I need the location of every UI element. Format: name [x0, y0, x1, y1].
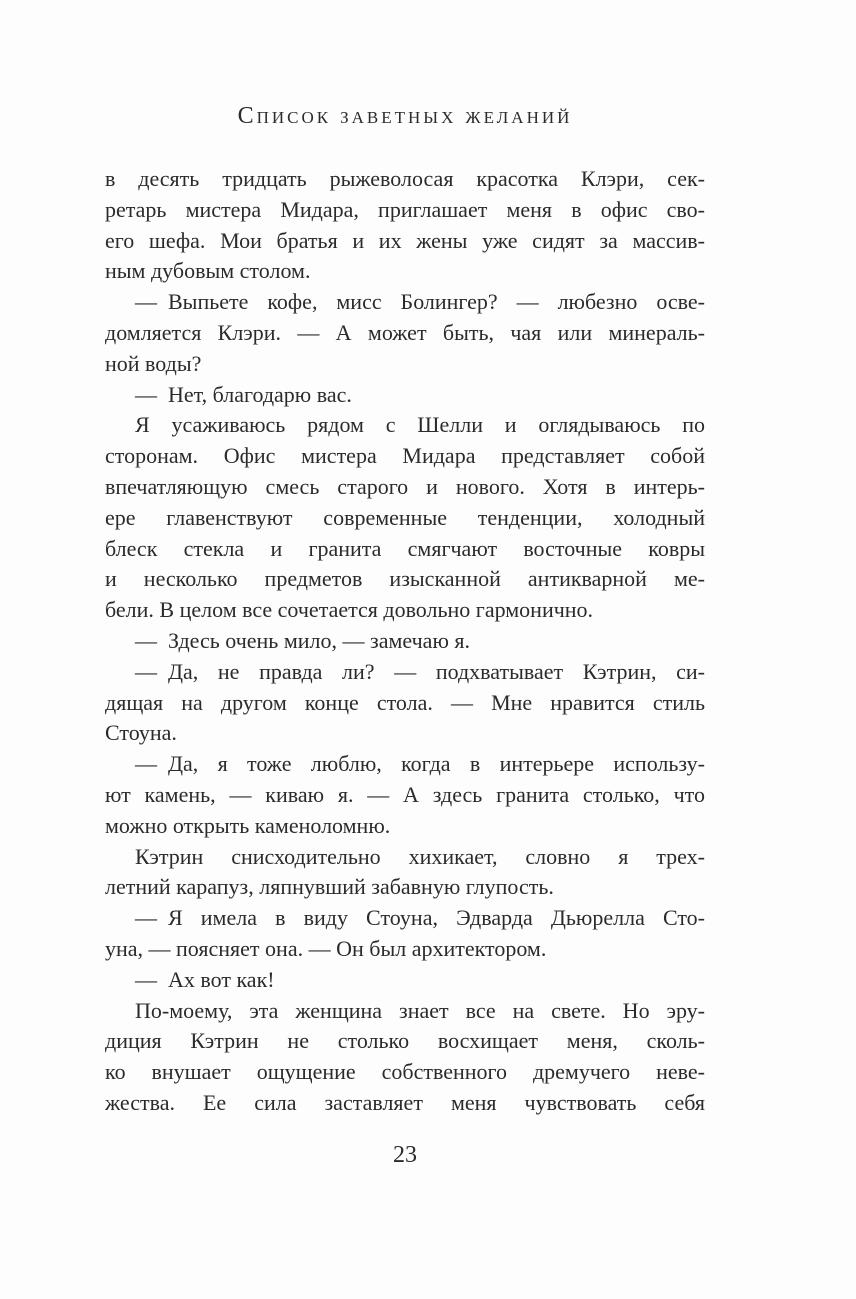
text-line: — Ах вот как! — [135, 966, 275, 992]
text-line: уна, — поясняет она. — Он был архитектором. — [105, 935, 547, 961]
text-line: ко внушает ощущение собственного дремучего неве- — [105, 1059, 705, 1085]
text-line: и несколько предметов изысканной антикварной ме- — [105, 566, 705, 592]
text-line: жества. Ее сила заставляет меня чувствовать себя — [105, 1089, 705, 1115]
text-line: — Нет, благодарю вас. — [135, 381, 352, 407]
text-line: дящая на другом конце стола. — Мне нравится стиль — [105, 689, 705, 715]
text-line: ным дубовым столом. — [105, 258, 311, 284]
paragraph — [105, 657, 705, 749]
text-line: его шефа. Мои братья и их жены уже сидят за массив- — [105, 227, 705, 253]
page-number: 23 — [393, 1142, 417, 1168]
text-line: — Я имела в виду Стоуна, Эдварда Дьюрелла Сто- — [135, 905, 705, 931]
paragraph — [105, 410, 705, 626]
paragraph — [105, 164, 705, 287]
text-line: ере главенствуют современные тенденции, холодный — [105, 504, 705, 530]
text-line: впечатляющую смесь старого и нового. Хотя в интерь- — [105, 473, 705, 499]
paragraph — [105, 965, 705, 996]
body-text — [105, 164, 705, 1119]
text-line: сторонам. Офис мистера Мидара представляет собой — [105, 443, 705, 469]
paragraph — [105, 749, 705, 841]
running-head: Список заветных желаний — [237, 103, 573, 129]
text-line: Стоуна. — [105, 720, 177, 746]
text-line: — Да, я тоже люблю, когда в интерьере использу- — [135, 751, 705, 777]
text-line: диция Кэтрин не столько восхищает меня, сколь- — [105, 1028, 705, 1054]
text-line: Я усаживаюсь рядом с Шелли и оглядываюсь по — [135, 412, 705, 438]
text-line: — Здесь очень мило, — замечаю я. — [135, 627, 470, 653]
paragraph — [105, 842, 705, 904]
text-line: блеск стекла и гранита смягчают восточные ковры — [105, 535, 705, 561]
text-line: в десять тридцать рыжеволосая красотка Клэри, сек- — [105, 166, 705, 191]
text-line: можно открыть каменоломню. — [105, 812, 391, 838]
text-line: летний карапуз, ляпнувший забавную глупость. — [105, 874, 554, 900]
text-line: ретарь мистера Мидара, приглашает меня в офис сво- — [105, 196, 705, 222]
text-line: — Да, не правда ли? — подхватывает Кэтрин, си- — [135, 658, 705, 684]
text-line: ной воды? — [105, 350, 202, 376]
text-line: По-моему, эта женщина знает все на свете. Но эру- — [135, 997, 705, 1023]
text-line: ют камень, — киваю я. — А здесь гранита столько, что — [105, 781, 705, 807]
text-line: бели. В целом все сочетается довольно гармонично. — [105, 597, 594, 623]
paragraph — [105, 996, 705, 1119]
paragraph — [105, 287, 705, 379]
text-line: Кэтрин снисходительно хихикает, словно я трех- — [135, 843, 705, 869]
paragraph — [105, 903, 705, 965]
text-line: — Выпьете кофе, мисс Болингер? — любезно осве- — [135, 289, 705, 315]
paragraph — [105, 626, 705, 657]
paragraph — [105, 380, 705, 411]
text-line: домляется Клэри. — А может быть, чая или минераль- — [105, 319, 705, 345]
